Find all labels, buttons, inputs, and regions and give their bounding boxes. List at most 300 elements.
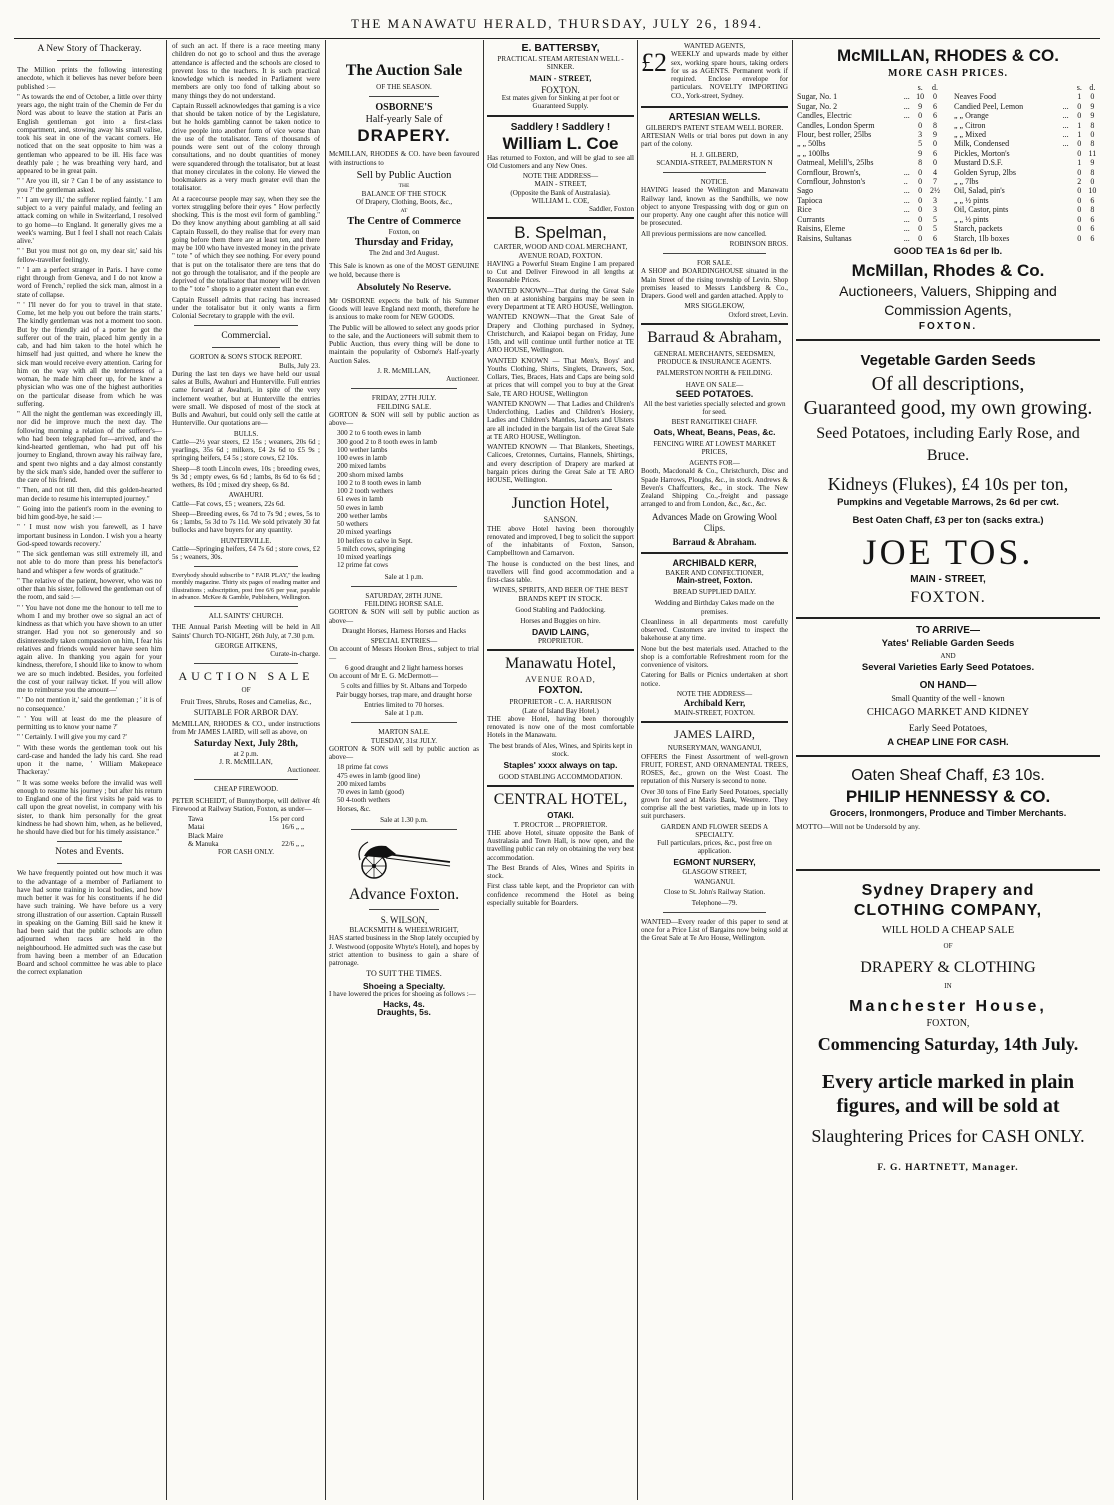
hooken-lots: 6 good draught and 2 light harness horses — [344, 663, 463, 672]
two-pounds: £2 — [641, 48, 667, 78]
auctioneer-role: Auctioneer. — [446, 375, 479, 383]
pence: 6 — [932, 111, 937, 121]
divider — [487, 217, 634, 219]
avenue-road: AVENUE ROAD, — [525, 674, 596, 684]
small-quantity: Small Quantity of the well - known — [891, 693, 1005, 703]
divider — [369, 96, 439, 97]
tuesday-lots — [329, 763, 479, 813]
unit-shillings: s. — [1076, 83, 1082, 92]
wood-price: 15s per cord — [268, 815, 304, 824]
leader: ... — [903, 214, 910, 224]
divider — [351, 722, 457, 723]
price-row — [953, 130, 1100, 139]
pence: 2½ — [929, 186, 940, 196]
item-name: Oatmeal, Melill's, 25lbs — [797, 158, 874, 168]
lot-line: 200 mixed lambs — [337, 462, 386, 471]
shillings: 0 — [1077, 205, 1082, 215]
coe-role: Saddler, Foxton — [588, 205, 634, 213]
shillings: 2 — [1077, 177, 1082, 187]
story-title: A New Story of Thackeray. — [37, 44, 142, 54]
leader — [1062, 234, 1074, 243]
coe-paragraph: Has returned to Foxton, and will be glad to see all Old Customers and any New Ones. — [487, 153, 634, 170]
commercial-title: Commercial. — [221, 331, 271, 342]
friday-date: FRIDAY, 27TH JULY. — [371, 394, 437, 403]
pence: 0 — [1090, 177, 1095, 187]
main-street: MAIN - STREET, — [529, 73, 592, 83]
lot-line: 18 prime fat cows — [337, 763, 389, 772]
divider — [212, 347, 280, 348]
item-name: Sago — [797, 186, 813, 196]
tuesday-date: TUESDAY, 31st JULY. — [370, 736, 438, 745]
pence: 3 — [932, 205, 937, 215]
slaughtering-prices: Slaughtering Prices for CASH ONLY. — [811, 1126, 1085, 1147]
divider — [796, 339, 1100, 341]
story-paragraph: " With these words the gentleman took out his card-case and handed the lady his card. She read upon it the name, ' William Makepeace Thackeray.' — [17, 743, 162, 777]
leader — [1062, 168, 1074, 177]
for-sale-title: FOR SALE. — [696, 259, 733, 267]
shillings: 0 — [1077, 195, 1082, 205]
grocers-line: Grocers, Ironmongers, Produce and Timber Merchants. — [829, 808, 1067, 819]
firewood-paragraph: PETER SCHEIDT, of Bunnythorpe, will deliver 4ft Firewood at Railway Station, Foxton, as under— — [172, 796, 320, 813]
auctioneer-role: Auctioneer. — [287, 766, 320, 775]
chicago-line: CHICAGO MARKET AND KIDNEY — [866, 706, 1030, 718]
item-name: Golden Syrup, 2lbs — [954, 167, 1016, 177]
foxton-label: FOXTON. — [918, 321, 978, 333]
on-hand: ON HAND— — [919, 680, 977, 692]
price-row — [953, 139, 1100, 148]
price-table-left — [796, 83, 943, 243]
instructions-paragraph: McMILLAN, RHODES & CO. have been favoured with instructions to — [329, 150, 479, 167]
price-row — [796, 186, 943, 195]
manawatu-paragraph: THE above Hotel, having been thoroughly renovated is now one of the most comfortable Hotels in the Manawatu. — [487, 714, 634, 740]
item-name: Raisins, Eleme — [797, 224, 845, 234]
harrison-line: PROPRIETOR - C. A. HARRISON — [509, 698, 612, 707]
church-role: Curate-in-charge. — [270, 650, 320, 659]
lot-line: 20 mixed yearlings — [337, 528, 392, 537]
egmont-nursery: EGMONT NURSERY, — [673, 856, 756, 867]
osborne-paragraph: Mr OSBORNE expects the bulk of his Summer Goods will leave England next month, therefore he is anxious to make room for NEW GOODS. — [329, 296, 479, 322]
shillings: 1 — [1077, 92, 1082, 102]
price-row — [796, 177, 943, 186]
item-name: „ „ 7lbs — [954, 177, 979, 187]
pence: 8 — [1090, 205, 1095, 215]
at-label: AT — [400, 207, 408, 214]
battersby-name: E. BATTERSBY, — [521, 42, 600, 54]
osborne-line: OSBORNE'S — [375, 102, 433, 114]
divider — [351, 829, 457, 830]
barraud-trade: GENERAL MERCHANTS, SEEDSMEN, PRODUCE & INSURANCE AGENTS. — [653, 349, 776, 366]
leader: ... — [903, 195, 910, 205]
agents-list: Booth, Macdonald & Co., Christchurch, Disc and Spade Harrows, Ploughs, &c., in stock. Andrews & Beven's Chaffcutters, &c., in stock. The New Zealand Shipping Co.,-freight and passage arranged to and from London, &c., &c., &c. — [641, 467, 788, 509]
leader: ... — [1062, 139, 1069, 149]
pence: 5 — [932, 214, 937, 224]
leader — [1062, 158, 1074, 167]
foxton-label: FOXTON. — [541, 84, 580, 95]
church-title: ALL SAINTS' CHURCH. — [208, 612, 284, 621]
item-name: „ „ Citron — [954, 120, 986, 130]
for-sale-signature: MRS SIGGLEKOW, — [684, 302, 745, 311]
divider — [57, 841, 122, 842]
bulls-paragraph: During the last ten days we have held our usual sales at Bulls, Awahuri and Hunterville. Full entries came forward at Awahuri, in spite of the very inclement weather, but at Hunterville the entries were small. We disposed of most of the stock at Bulls and Awahuri, but could only sell the cattle at Hunterville. Our quotations are— — [172, 369, 320, 428]
divider — [351, 388, 457, 389]
item-name: Flour, best roller, 25lbs — [797, 130, 872, 140]
lot-line: 475 ewes in lamb (good line) — [337, 771, 420, 780]
leader — [903, 139, 914, 148]
story-paragraph: " ' Certainly. I will give you my card ?' — [17, 733, 127, 742]
shillings: 0 — [1077, 111, 1082, 121]
divider — [509, 489, 612, 490]
suit-times: TO SUIT THE TIMES. — [366, 969, 442, 979]
laing-role: PROPRIETOR. — [537, 636, 583, 645]
spelman-trade: CARTER, WOOD AND COAL MERCHANT, — [493, 243, 628, 252]
awahuri-quotes — [172, 500, 320, 535]
hunterville-heading: HUNTERVILLE. — [220, 536, 272, 545]
shillings: 0 — [918, 186, 923, 196]
price-row — [953, 234, 1100, 243]
horse-lots: Draught Horses, Harness Horses and Hacks — [341, 626, 467, 635]
laird-paragraph-2: Over 30 tons of Fine Early Seed Potatoes, specially grown for seed at Mavis Bank, Westmere. They comprise all the best varieties, made up in lots to suit purchasers. — [641, 787, 788, 821]
story-body — [17, 66, 162, 836]
price-row — [796, 139, 943, 148]
story-paragraph: " The relative of the patient, however, who was no other than his sister, followed the gentleman out of the room, and said :— — [17, 576, 162, 602]
leader — [1062, 149, 1074, 158]
divider — [641, 552, 788, 554]
item-name: Neaves Food — [954, 92, 996, 102]
firewood-row — [188, 840, 304, 848]
wanganui-label: WANGANUI. — [694, 878, 735, 886]
shillings: 0 — [1077, 148, 1082, 158]
auctioneers-line: Auctioneers, Valuers, Shipping and — [839, 283, 1057, 300]
church-paragraph: THE Annual Parish Meeting will be held in All Saints' Church TO-NIGHT, 26th July, at 7.30 p.m. — [172, 623, 320, 640]
column-rule — [637, 40, 638, 1500]
lot-line: 200 shorn mixed lambs — [337, 470, 404, 479]
saddlery-heading: Saddlery ! Saddlery ! — [510, 121, 611, 133]
price-row — [953, 121, 1100, 130]
auction-of: OF — [241, 686, 251, 695]
story-paragraph: " ' I must now wish you farewell, as I have important business in London. I wish you a hearty God-speed towards recovery.' — [17, 523, 162, 548]
pence: 6 — [932, 148, 937, 158]
pumpkins-line: Pumpkins and Vegetable Marrows, 2s 6d per cwt. — [837, 497, 1059, 509]
auction-paragraph: McMILLAN, RHODES & CO., under instructions from Mr JAMES LAIRD, will sell as above, on — [172, 720, 320, 737]
item-name: Cornflour, Johnston's — [797, 177, 866, 187]
unit-shillings: s. — [917, 83, 923, 92]
to-arrive: TO ARRIVE— — [916, 625, 980, 637]
divider — [194, 325, 298, 326]
hooken-line: On account of Messrs Hooken Bros., subject to trial— — [329, 645, 479, 662]
junction-hotel: Junction Hotel, — [511, 495, 610, 513]
wanted-known-ad: WANTED KNOWN — That Ladies and Children's Underclothing, Ladies and Children's Hosiery, Ladies and Children's Mantles, Jackets and Ulsters are all included in the bargain list of the Great Sale at TE ARO HOUSE, Wellington. — [487, 399, 634, 441]
bulls-dateline: Bulls, July 23. — [279, 361, 320, 370]
lot-line: 5 colts and fillies by St. Albans and Torpedo — [341, 682, 467, 691]
early-seed: Early Seed Potatoes, — [908, 723, 988, 734]
leader — [1062, 177, 1074, 186]
clothing-company: CLOTHING COMPANY, — [853, 902, 1043, 920]
leader — [903, 130, 914, 139]
staples-line: Staples' xxxx always on tap. — [503, 760, 618, 770]
auction-date: Saturday Next, July 28th, — [194, 738, 298, 749]
wines-line: WINES, SPIRITS, AND BEER OF THE BEST BRANDS KEPT IN STOCK. — [492, 586, 629, 603]
price-row — [796, 234, 943, 243]
price-row — [953, 102, 1100, 111]
story-paragraph: " It was some weeks before the invalid was well enough to resume his journey ; but after his return to England one of the first visits he paid was to call upon the great novelist, in company with his sister, to thank him personally for the great kindness he had shown him, when, as he believed, he should have died but for his timely assistance." — [17, 778, 162, 836]
horses-line: Horses and Buggies on hire. — [520, 617, 601, 625]
joe-tos: JOE TOS. — [862, 532, 1034, 573]
pence: 6 — [932, 101, 937, 111]
wood-type: Black Maire — [188, 831, 224, 840]
saturday-sale-time: Sale at 1 p.m. — [384, 709, 424, 717]
for-sale-paragraph: A SHOP and BOARDINGHOUSE situated in the Main Street of the rising township of Levin. Shop premises leased to Messrs Landsberg & Co., Drapers. Good well and garden attached. Apply to — [641, 267, 788, 300]
tuesday-sale-time: Sale at 1.30 p.m. — [380, 815, 428, 824]
leader — [1062, 92, 1074, 101]
price-tables — [796, 83, 1100, 243]
price-row — [953, 158, 1100, 167]
church-signature: GEORGE AITKENS, — [214, 641, 278, 650]
firewood-prices — [172, 815, 320, 848]
pence: 0 — [1090, 130, 1095, 140]
shillings: 1 — [1077, 120, 1082, 130]
leader: ... — [903, 111, 910, 121]
station-line: Close to St. John's Railway Station. — [663, 888, 766, 897]
firewood-title: CHEAP FIREWOOD. — [214, 785, 278, 794]
seed-paragraph: All the best varieties specially selected and grown for seed. — [643, 399, 786, 416]
laird-paragraph: OFFERS the Finest Assortment of well-grown FRUIT, FOREST, AND ORNAMENTAL TREES, ROSES, &c., grown on the West Coast. The reputation of this Nursery is second to none. — [641, 752, 788, 786]
good-stabling: GOOD STABLING ACCOMMODATION. — [498, 773, 623, 781]
lot-line: 100 2 to 8 tooth ewes in lamb — [337, 478, 422, 487]
divider — [194, 606, 298, 607]
quote-paragraph: Cattle—Fat cows, £5 ; weaners, 22s 6d. — [172, 499, 285, 508]
shillings: 0 — [1077, 167, 1082, 177]
story-paragraph: " ' You have not done me the honour to tell me to whom I and my brother owe so signal an act of kindness as that which you have shown to an utter stranger. Had you not so generously and so disinterestedly taken compassion on him, I fear his relatives and friends would never have seen him again alive. In thanking you again for your kindness, therefore, I should like to know to whom we are so much indebted. Besides, you forfeited the cost of your railway ticket. If you will allow me to reimburse you the amount—' — [17, 603, 162, 694]
item-name: „ „ ½ pints — [954, 214, 989, 224]
leader — [1062, 205, 1074, 214]
best-brands: The best brands of Ales, Wines, and Spirits kept in stock. — [488, 741, 633, 758]
story-paragraph: " ' I am very ill,' the sufferer replied faintly. ' I am subject to a very painful malady, and feeling an attack coming on while in Switzerland, I resolved to go home—to England. It generally gives me a week's warning. But I feel I shall not reach Calais alive.' — [17, 195, 162, 245]
article-paragraph: of such an act. If there is a race meeting many children do not go to school and thus the average attendance is affected and the schools are closed to prevent loss to the teachers. It is such practical knowledge which is needed in Parliament were members are only too fond of talking about so many things they do not understand. — [172, 42, 320, 100]
article-paragraph: Captain Russell acknowledges that gaming is a vice that should be taken notice of by the Legislature, but he holds gambling cannot be taken notice to drive people into another form of vice worse than the use of the totalisator. Tens of thousands of pounds were sent out of the colony through consultations, and no doubt quantities of money were squandered through the totalisator, but at least that money circulates in the colony. He viewed the bookmakers as a very much greater evil than the totalisator. — [172, 101, 320, 193]
foxton-label: FOXTON. — [910, 589, 986, 607]
item-name: Oil, Castor, pints — [954, 205, 1009, 215]
auction-sale-headline: The Auction Sale — [345, 62, 463, 79]
foxton-on: Foxton, on — [388, 227, 420, 236]
leader — [903, 149, 914, 158]
shillings: 0 — [918, 167, 923, 177]
leader — [1062, 196, 1074, 205]
gilbert-heading: GILBERD'S PATENT STEAM WELL BORER. — [645, 123, 784, 132]
leader: ... — [903, 92, 910, 102]
barraud-abraham: Barraud & Abraham, — [647, 328, 782, 346]
on-sale: HAVE ON SALE— — [685, 380, 744, 389]
leader — [903, 158, 914, 167]
wood-type: Matai — [188, 823, 205, 832]
lot-line: 5 milch cows, springing — [337, 544, 406, 553]
kerr-name: ARCHIBALD KERR, — [672, 557, 757, 568]
divider — [663, 253, 766, 254]
quote-paragraph: Sheep—Breeding ewes, 6s 7d to 7s 9d ; ewes, 5s to 6s ; lambs, 5s 3d to 7s 11d. We sold privately 30 fat bullocks and have buyers for any quantity. — [172, 509, 320, 535]
kerr-paragraph-2: None but the best materials used. Attached to the shop is a comfortable Refreshment room for the convenience of visitors. — [641, 644, 788, 669]
agents-paragraph: WEEKLY and upwards made by either sex, working spare hours, taking orders for us as AGENTS. Permanent work if required. Enclose envelope for particulars. NOVELTY IMPORTING CO., York-street, Sydney. — [671, 50, 788, 100]
pence: 0 — [932, 139, 937, 149]
shillings: 0 — [1077, 214, 1082, 224]
leader — [903, 121, 914, 130]
lot-line: 12 prime fat cows — [337, 561, 389, 570]
wood-type: & Manuka — [188, 839, 219, 848]
spelman-name: B. Spelman, — [514, 223, 607, 243]
item-name: Sugar, No. 1 — [797, 92, 838, 102]
hennessy-name: PHILIP HENNESSY & CO. — [845, 787, 1051, 807]
pence: 8 — [1090, 120, 1095, 130]
hacks-price: Hacks, 4s. — [383, 999, 425, 1009]
wilson-name: S. WILSON, — [380, 915, 428, 925]
story-paragraph: " All the night the gentleman was exceedingly ill, nor did he improve much the next day. The following morning a relation of the sufferer's—who had been telegraphed for—arrived, and the kind-hearted gentleman, who had put off his journey to England, thrown away his railway fare, and spent two nights and a day almost constantly by the sick man's side, handed over the sufferer to the care of his friend. — [17, 410, 162, 484]
divider — [351, 586, 457, 587]
column-rule — [792, 40, 793, 1500]
shillings: 5 — [918, 139, 923, 149]
lot-line: 200 mixed lambs — [337, 779, 386, 788]
shillings: 0 — [1077, 101, 1082, 111]
item-name: Currants — [797, 214, 825, 224]
pence: 8 — [932, 120, 937, 130]
item-name: Tapioca — [797, 195, 823, 205]
shillings: 9 — [918, 148, 923, 158]
leader: ... — [903, 233, 910, 243]
the-label: THE — [398, 182, 410, 189]
of-label: OF — [943, 942, 953, 951]
entries-limit: Entries limited to 70 horses. — [364, 700, 444, 709]
kerr-signature: Archibald Kerr, — [683, 698, 746, 708]
arbor-day: SUITABLE FOR ARBOR DAY. — [193, 707, 299, 717]
divider — [663, 912, 766, 913]
main-street: MAIN - STREET, — [910, 574, 986, 586]
coe-name: William L. Coe — [502, 133, 619, 153]
saturday-date: SATURDAY, 28TH JUNE. — [365, 591, 443, 600]
stabling-line: Good Stabling and Paddocking. — [515, 605, 606, 614]
motto-line: MOTTO—Will not be Undersold by any. — [796, 822, 921, 832]
yates-seeds: Yates' Reliable Garden Seeds — [881, 637, 1015, 649]
barraud-footer: Barraud & Abraham. — [672, 536, 757, 547]
bread-line: BREAD SUPPLIED DAILY. — [673, 588, 756, 596]
leader: .. — [903, 177, 908, 187]
season-line: OF THE SEASON. — [376, 83, 432, 91]
quote-paragraph: Sheep—8 tooth Lincoln ewes, 10s ; breeding ewes, 9s 3d ; empty ewes, 6s 6d ; lambs, 8s 6d to 6s 6d ; wethers, 8s 10d ; mixed dry sheep, 6s 8d. — [172, 464, 320, 489]
agents-block — [641, 50, 788, 102]
story-paragraph: " Going into the patient's room in the evening to bid him good-bye, he said :— — [17, 504, 162, 521]
item-name: Starch, packets — [954, 224, 1003, 234]
notice-title: NOTICE. — [700, 178, 729, 186]
item-name: Sugar, No. 2 — [797, 101, 838, 111]
price-row — [953, 186, 1100, 195]
story-paragraph: " ' Do not mention it,' said the gentleman ; ' it is of no consequence.' — [17, 696, 162, 713]
pence: 9 — [1090, 158, 1095, 168]
price-row — [953, 92, 1100, 101]
glasgow-street: GLASGOW STREET, — [682, 867, 747, 876]
genuine-paragraph: This Sale is known as one of the MOST GENUINE we hold, because there is — [329, 262, 479, 279]
oats-line: Oats, Wheat, Beans, Peas, &c. — [653, 426, 776, 437]
coe-address-2: (Opposite the Bank of Australasia). — [510, 188, 611, 197]
leader: ... — [903, 101, 910, 111]
wilson-paragraph: HAS started business in the Shop lately occupied by J. Westwood (opposite Whyte's Hotel), and hopes by strict attention to business to gain a share of patronage. — [329, 934, 479, 967]
price-row — [796, 215, 943, 224]
mcmillan-name: McMillan, Rhodes & Co. — [851, 261, 1045, 281]
telephone-line: Telephone—79. — [691, 898, 738, 907]
wanted-known-list — [487, 287, 634, 485]
shillings: 0 — [918, 120, 923, 130]
bulls-heading: BULLS. — [233, 429, 259, 438]
all-descriptions: Of all descriptions, — [871, 373, 1025, 396]
fencing-wire: FENCING WIRE AT LOWEST MARKET PRICES, — [653, 439, 776, 456]
pence: 4 — [932, 167, 937, 177]
pence: 7 — [932, 177, 937, 187]
commencing-line: Commencing Saturday, 14th July. — [817, 1034, 1079, 1055]
pence: 6 — [1090, 195, 1095, 205]
in-label: IN — [944, 981, 952, 990]
masthead: THE MANAWATU HERALD, THURSDAY, JULY 26, 1894. — [351, 16, 763, 31]
item-name: Milk, Condensed — [954, 139, 1010, 149]
kidneys-line: Kidneys (Flukes), £4 10s per ton, — [827, 474, 1069, 495]
manchester-house: Manchester House, — [849, 997, 1047, 1015]
firewood-row — [188, 832, 304, 840]
rangitikei-chaff: BEST RANGITIKEI CHAFF. — [671, 418, 758, 427]
laird-name: JAMES LAIRD, — [674, 727, 755, 742]
price-row — [953, 168, 1100, 177]
pence: 8 — [1090, 139, 1095, 149]
shillings: 0 — [918, 177, 923, 187]
divider — [487, 785, 634, 787]
pence: 5 — [932, 224, 937, 234]
lot-line: 100 ewes in lamb — [337, 454, 387, 462]
shoeing-specialty: Shoeing a Specialty. — [362, 980, 446, 991]
price-row — [796, 224, 943, 233]
hartnett-manager: F. G. HARTNETT, Manager. — [877, 1163, 1019, 1174]
price-row — [953, 224, 1100, 233]
coe-signature: WILLIAM L. COE, — [531, 196, 590, 205]
public-paragraph: The Public will be allowed to select any goods prior to the sale, and the Auctioneers will submit them to Public Auction, thus every thing will be done to maintain the popularity of Osborne's Half-yearly Auction Sales. — [329, 323, 479, 365]
price-table-right — [953, 83, 1100, 243]
hunterville-quote: Cattle—Springing heifers, £4 7s 6d ; store cows, £2 5s ; weaners, 30s. — [172, 544, 320, 561]
column-1 — [17, 42, 162, 1497]
column-5 — [641, 42, 788, 1497]
notice-paragraph-2: All previous permissions are now cancelled. — [641, 229, 767, 238]
price-row — [796, 130, 943, 139]
pence: 3 — [932, 195, 937, 205]
wanted-agents: WANTED AGENTS, — [683, 42, 746, 50]
item-name: „ „ ½ pints — [954, 195, 989, 205]
manawatu-hotel: Manawatu Hotel, — [504, 654, 617, 672]
lot-line: 10 mixed yearlings — [337, 553, 392, 561]
leader — [1062, 186, 1074, 195]
laing-name: DAVID LAING, — [532, 627, 589, 638]
notes-paragraph: We have frequently pointed out how much it was to the advantage of a member of Parliament to have had some training in local bodies, and how much better it was for his constituents if he did have such training. We have before us a very strong illustration of our assertion. Captain Russell in speaking on the Gaming Bill said he knew it had been said that the public schools are often adjourned when races are held in the neighbourhood. He admitted such was the case but from having been a member of an Education Board and school committee he was able to place the correct explanation — [17, 869, 162, 977]
cheap-line: A CHEAP LINE FOR CASH. — [887, 736, 1009, 748]
foxton-label: FOXTON, — [926, 1017, 970, 1029]
leader: ... — [1062, 130, 1069, 140]
item-name: „ „ 50lbs — [797, 139, 826, 149]
item-name: „ „ 100lbs — [797, 148, 830, 158]
pence: 8 — [1090, 167, 1095, 177]
column-rule — [166, 40, 167, 1500]
sell-by-auction: Sell by Public Auction — [356, 169, 452, 181]
for-sale-address: Oxford street, Levin. — [728, 310, 788, 319]
will-hold: WILL HOLD A CHEAP SALE — [881, 925, 1015, 937]
article-paragraph: At a racecourse people may say, when they see the vortex struggling before their eyes " How perfectly shocking. This is the most evil form of gambling." Do they know anything about gambling at all said Captain Russell, do they realise that for every man going before them there are at least ten, and there may be 100 who have invested money in the private " tote " of which they see nothing. For every pound that is put on the totalisator there are tens that do not go through the totalisator, and if the people are deprived of the totalisator that money will be driven to the " tote " shops to a greater extent than ever. — [172, 194, 320, 294]
oaten-chaff: Best Oaten Chaff, £3 per ton (sacks extra.) — [852, 515, 1044, 527]
pence: 11 — [1088, 148, 1097, 158]
awahuri-heading: AWAHURI. — [228, 491, 264, 500]
stock-report-title: GORTON & SON'S STOCK REPORT. — [189, 353, 303, 362]
divider — [369, 909, 439, 910]
lot-line: Pair buggy horses, trap mare, and draught horse — [336, 690, 472, 699]
divider — [487, 115, 634, 117]
leader: ... — [903, 205, 910, 215]
